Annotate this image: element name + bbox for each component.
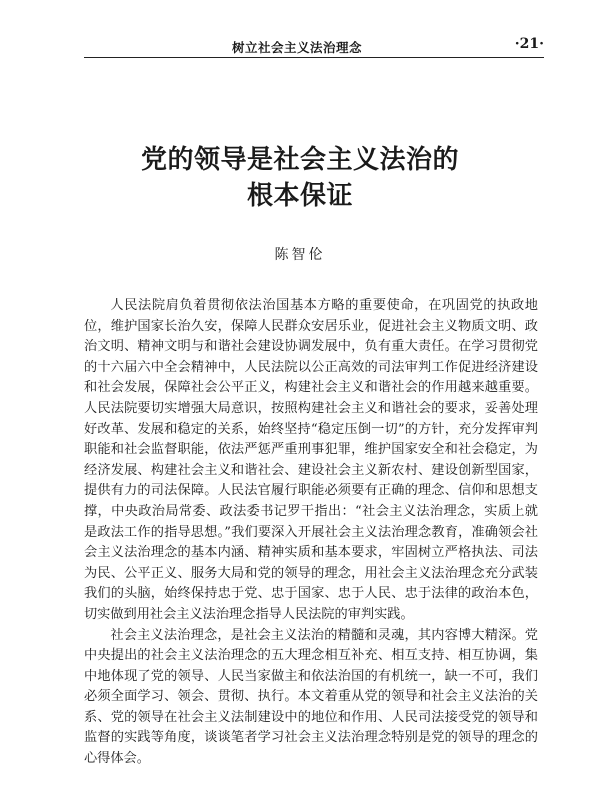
body-paragraph: 人民法院肩负着贯彻依法治国基本方略的重要使命，在巩固党的执政地位，维护国家长治久安，保障人民群众安居乐业，促进社会主义物质文明、政治文明、精神文明与和谐社会建设协调发展中，负有重大责任。在学习贯彻党的十六届六中全会精神中，人民法院以公正高效的司法审判工作促进经济建设和社会发展，保障社会公平正义，构建社会主义和谐社会的作用越来越重要。人民法院要切实增强大局意识，按照构建社会主义和谐社会的要求，妥善处理好改革、发展和稳定的关系，始终坚持“稳定压倒一切”的方针，充分发挥审判职能和社会监督职能，依法严惩严重刑事犯罪，维护国家安全和社会稳定，为经济发展、构建社会主义和谐社会、建设社会主义新农村、建设创新型国家，提供有力的司法保障。人民法官履行职能必须要有正确的理念、信仰和思想支撑，中央政治局常委、政法委书记罗干指出：“社会主义法治理念，实质上就是政法工作的指导思想。”我们要深入开展社会主义法治理念教育，准确领会社会主义法治理念的基本内涵、精神实质和基本要求，牢固树立严格执法、司法为民、公平正义、服务大局和党的领导的理念，用社会主义法治理念充分武装我们的头脑，始终保持忠于党、忠于国家、忠于人民、忠于法律的政治本色，切实做到用社会主义法治理念指导人民法院的审判实践。 — [84, 298, 538, 622]
header-rule — [84, 57, 544, 58]
title-line-1: 党的领导是社会主义法治的 — [140, 145, 459, 175]
title-line-2: 根本保证 — [246, 181, 353, 211]
article-title — [0, 144, 600, 212]
article-body — [84, 296, 538, 770]
author-name: 陈智伦 — [274, 247, 326, 263]
body-paragraph: 社会主义法治理念，是社会主义法治的精髓和灵魂，其内容博大精深。党中央提出的社会主义法治理念的五大理念相互补充、相互支持、相互协调，集中地体现了党的领导、人民当家做主和依法治国的有机统一，缺一不可，我们必须全面学习、领会、贯彻、执行。本文着重从党的领导和社会主义法治的关系、党的领导在社会主义法制建设中的地位和作用、人民司法接受党的领导和监督的实践等角度，谈谈笔者学习社会主义法治理念特别是党的领导的理念的心得体会。 — [84, 627, 538, 767]
running-header — [84, 36, 544, 58]
page-number: ·21· — [514, 36, 544, 52]
running-title: 树立社会主义法治理念 — [232, 40, 363, 55]
